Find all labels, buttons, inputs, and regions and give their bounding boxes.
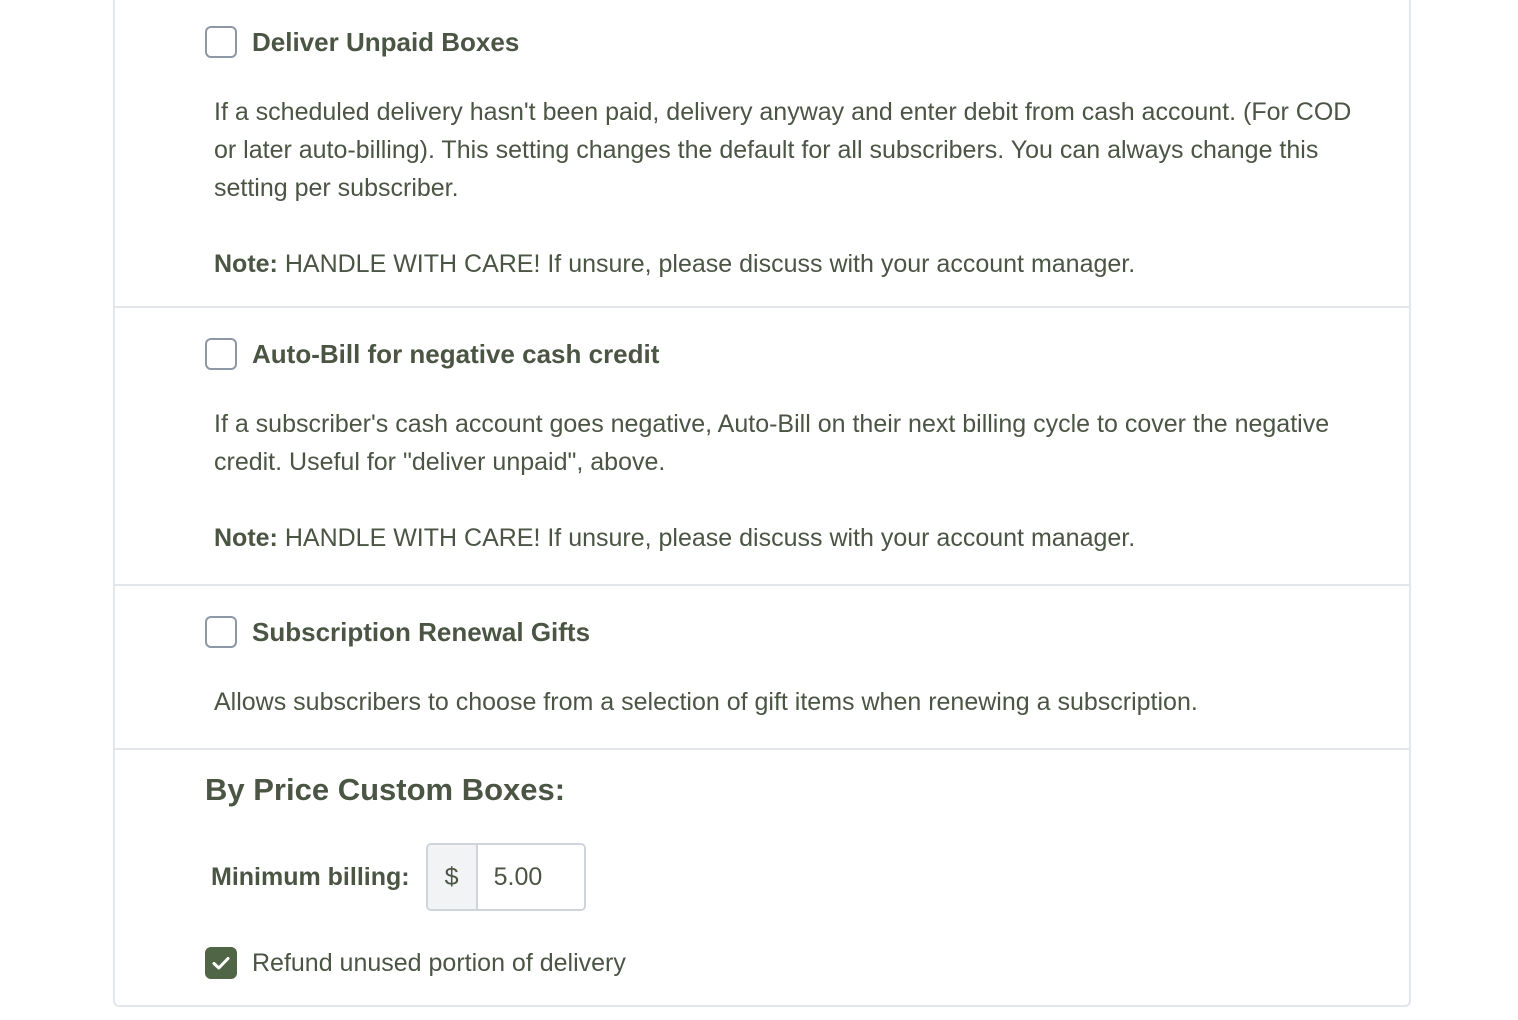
option-description: If a scheduled delivery hasn't been paid, delivery anyway and enter debit from cash account. (For COD or later auto-billing). This setting changes the default for all subscribers. You can always change this setting per subscriber. xyxy=(214,98,1352,202)
option-title[interactable]: Subscription Renewal Gifts xyxy=(252,616,591,647)
settings-panel xyxy=(113,0,1411,1007)
refund-label[interactable]: Refund unused portion of delivery xyxy=(252,948,626,977)
custom-boxes-section xyxy=(115,750,1409,1009)
check-icon xyxy=(212,956,230,970)
deliver-unpaid-checkbox[interactable] xyxy=(205,26,237,58)
option-header xyxy=(205,338,659,370)
min-billing-row xyxy=(211,843,586,911)
section-title: By Price Custom Boxes: xyxy=(205,772,566,807)
refund-row xyxy=(205,947,626,979)
note-label: Note: xyxy=(214,524,278,552)
note-label: Note: xyxy=(214,250,278,278)
option-title[interactable]: Auto-Bill for negative cash credit xyxy=(252,338,660,369)
option-auto-bill xyxy=(115,308,1409,586)
option-description: Allows subscribers to choose from a selection of gift items when renewing a subscription. xyxy=(214,688,1198,716)
min-billing-input-group xyxy=(426,843,586,911)
note-text: HANDLE WITH CARE! If unsure, please discuss with your account manager. xyxy=(277,250,1136,278)
option-deliver-unpaid xyxy=(115,0,1409,308)
min-billing-input[interactable] xyxy=(478,845,584,909)
option-description: If a subscriber's cash account goes negative, Auto-Bill on their next billing cycle to cover the negative credit. Useful for "deliver unpaid", above. xyxy=(214,410,1330,476)
note-text: HANDLE WITH CARE! If unsure, please discuss with your account manager. xyxy=(277,524,1136,552)
min-billing-label: Minimum billing: xyxy=(211,862,410,891)
currency-addon: $ xyxy=(428,845,478,909)
auto-bill-checkbox[interactable] xyxy=(205,338,237,370)
option-note xyxy=(214,519,1135,557)
option-renewal-gifts xyxy=(115,586,1409,750)
option-header xyxy=(205,26,519,58)
option-header xyxy=(205,616,590,648)
refund-checkbox[interactable] xyxy=(205,947,237,979)
renewal-gifts-checkbox[interactable] xyxy=(205,616,237,648)
option-title[interactable]: Deliver Unpaid Boxes xyxy=(252,26,520,57)
option-note xyxy=(214,245,1135,283)
